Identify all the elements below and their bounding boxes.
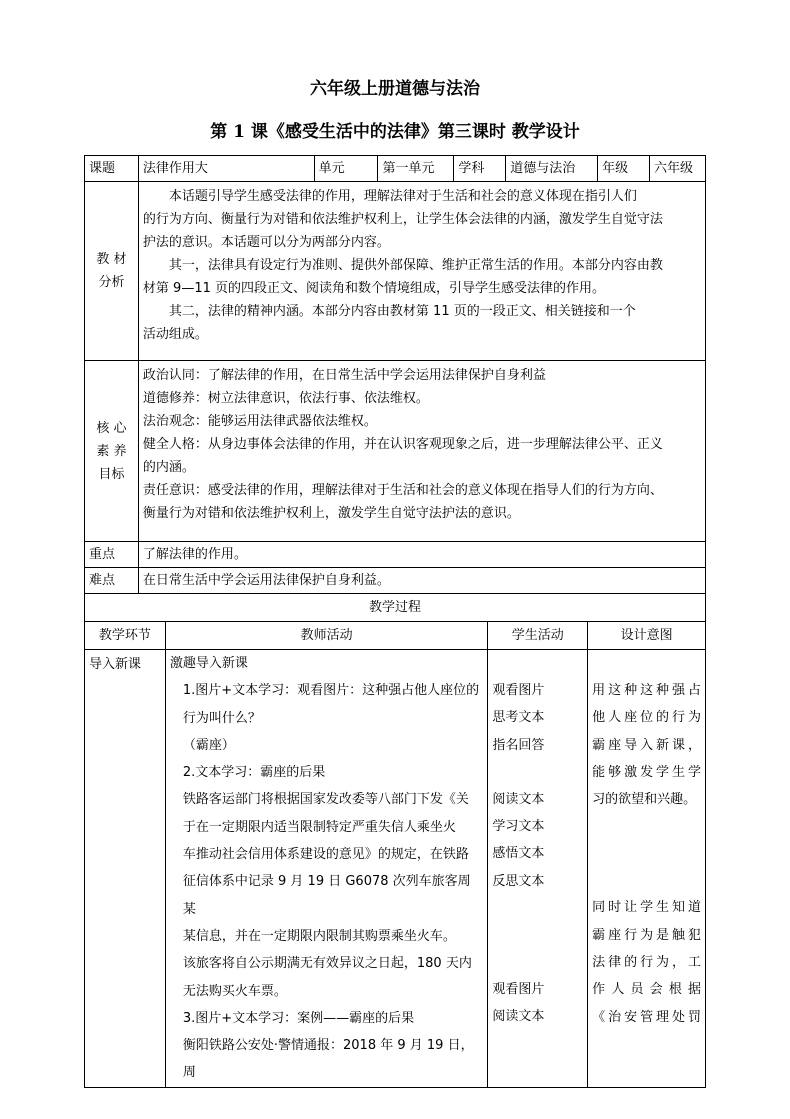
process-row-intro <box>85 650 706 1088</box>
document-title: 六年级上册道德与法治 <box>310 79 480 99</box>
subject-label: 学科 <box>454 156 506 182</box>
difficult-point-row <box>85 568 706 594</box>
lesson-title: 第 1 课《感受生活中的法律》第三课时 教学设计 <box>210 122 580 142</box>
grade-label: 年级 <box>598 156 650 182</box>
topic-value: 法律作用大 <box>138 156 314 182</box>
header-student: 学生活动 <box>488 622 588 650</box>
difficult-point-value: 在日常生活中学会运用法律保护自身利益。 <box>138 568 705 594</box>
analysis-content: 本话题引导学生感受法律的作用，理解法律对于生活和社会的意义体现在指引人们 的行为方向、衡量行为对错和依法维护权利上，让学生体会法律的内涵，激发学生自觉守法 护法的意识。本话题可以分为两部分内容。 其一，法律具有设定行为准则、提供外部保障、维护正常生活的作用。本部分内容由教 材第 9—11 页的四段正文、阅读角和数个情境组成，引导学生感受法律的作用。 其二，法律的精神内涵。本部分内容由教材第 11 页的一段正文、相关链接和一个 活动组成。 <box>138 182 705 361</box>
info-row <box>85 156 706 182</box>
student-activity-cell: 观看图片 思考文本 指名回答 阅读文本 学习文本 感悟文本 反思文本 观看图片 阅读文本 <box>488 650 588 1088</box>
lesson-info-table <box>84 155 706 594</box>
key-point-row <box>85 542 706 568</box>
literacy-row <box>85 361 706 542</box>
teacher-activity-cell: 激趣导入新课 1.图片+文本学习：观看图片：这种强占他人座位的 行为叫什么？ （霸座） 2.文本学习：霸座的后果 铁路客运部门将根据国家发改委等八部门下发《关 于在一定期限内适当限制特定严重失信人乘坐火 车推动社会信用体系建设的意见》的规定，在铁路 征信体系中记录 9 月 19 日 G6078 次列车旅客周某 某信息，并在一定期限内限制其购票乘坐火车。 该旅客将自公示期满无有效异议之日起，180 天内 无法购买火车票。 3.图片+文本学习：案例——霸座的后果 衡阳铁路公安处·警情通报：2018 年 9 月 19 日，周 <box>165 650 487 1088</box>
key-point-value: 了解法律的作用。 <box>138 542 705 568</box>
topic-label: 课题 <box>85 156 139 182</box>
stage-cell: 导入新课 <box>85 650 166 1088</box>
header-teacher: 教师活动 <box>165 622 487 650</box>
process-header-row <box>85 622 706 650</box>
difficult-point-label: 难点 <box>85 568 139 594</box>
teaching-process-table <box>84 593 706 1088</box>
unit-value: 第一单元 <box>378 156 454 182</box>
unit-label: 单元 <box>314 156 378 182</box>
design-intent-cell: 用这种这种强占 他人座位的行为 霸座导入新课， 能够激发学生学 习的欲望和兴趣。 同时让学生知道 霸座行为是触犯 法律的行为，工 作人员会根据 《治安管理处罚 <box>588 650 706 1088</box>
analysis-row <box>85 182 706 361</box>
header-intent: 设计意图 <box>588 622 706 650</box>
analysis-label: 教 材 分析 <box>85 182 139 361</box>
literacy-label: 核 心 素 养 目标 <box>85 361 139 542</box>
literacy-content: 政治认同：了解法律的作用，在日常生活中学会运用法律保护自身利益 道德修养：树立法律意识，依法行事、依法维权。 法治观念：能够运用法律武器依法维权。 健全人格：从身边事体会法律的作用，并在认识客观现象之后，进一步理解法律公平、正义 的内涵。 责任意识：感受法律的作用，理解法律对于生活和社会的意义体现在指导人们的行为方向、 衡量行为对错和依法维护权利上，激发学生自觉守法护法的意识。 <box>138 361 705 542</box>
process-title-row <box>85 594 706 622</box>
header-stage: 教学环节 <box>85 622 166 650</box>
grade-value: 六年级 <box>650 156 706 182</box>
key-point-label: 重点 <box>85 542 139 568</box>
subject-value: 道德与法治 <box>506 156 598 182</box>
process-title: 教学过程 <box>85 594 706 622</box>
